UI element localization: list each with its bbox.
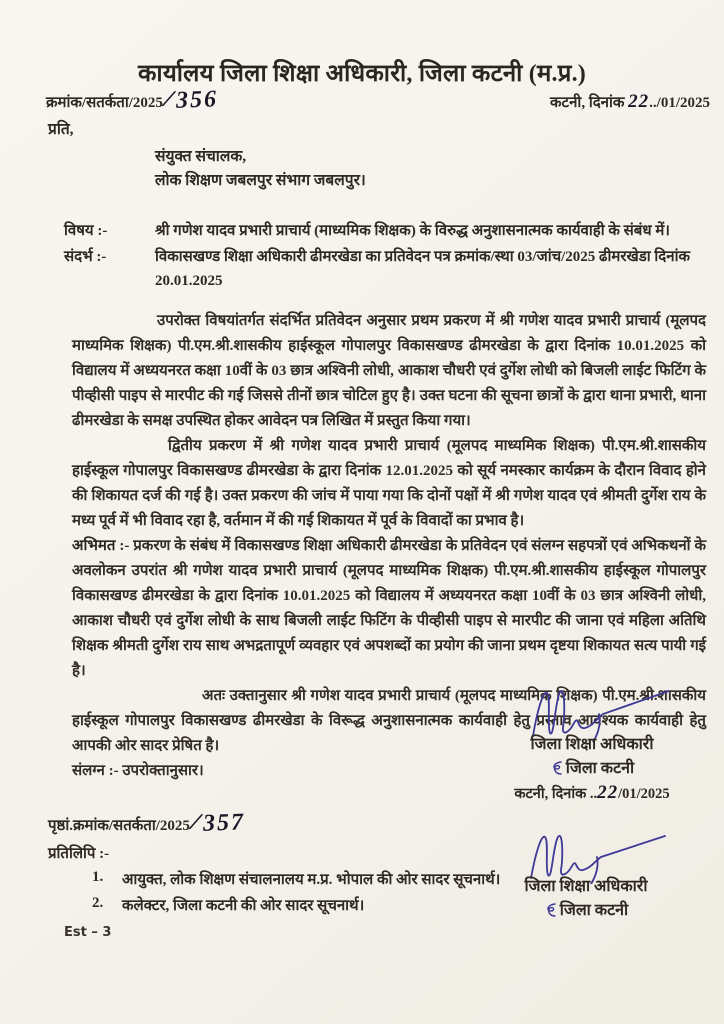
- signatory-district: जिला कटनी: [484, 756, 700, 778]
- signatory-designation: जिला शिक्षा अधिकारी: [524, 878, 648, 895]
- pen-flourish-icon: [550, 760, 564, 776]
- pen-flourish-icon: [544, 902, 558, 918]
- body-paragraph-conclusion: अतः उक्तानुसार श्री गणेश यादव प्रभारी प्राचार्य (मूलपद माध्यमिक शिक्षक) पी.एम.श्री.शासकीय हाईस्कूल गोपालपुर विकासखण्ड ढीमरखेडा के विरूद्ध अनुशासनात्मक कार्यवाही हेतु प्रस्ताव आवश्यक कार्यवाही हेतु आपकी ओर सादर प्रेषित है।: [72, 688, 706, 754]
- recipient-line: संयुक्त संचालक,: [155, 148, 247, 165]
- office-header-title: कार्यालय जिला शिक्षा अधिकारी, जिला कटनी (म.प्र.): [137, 61, 586, 87]
- letter-date-suffix: ../01/2025: [649, 95, 710, 111]
- reference-number-row: [46, 83, 710, 114]
- salutation-prati: प्रति,: [48, 121, 74, 138]
- body-paragraph-2: द्वितीय प्रकरण में श्री गणेश यादव प्रभारी प्राचार्य (मूलपद माध्यमिक शिक्षक) पी.एम.श्री.शासकीय हाईस्कूल गोपालपुर विकासखण्ड ढीमरखेडा के द्वारा दिनांक 12.01.2025 को सूर्य नमस्कार कार्यक्रम के दौरान विवाद होने की शिकायत दर्ज की गई है। उक्त प्रकरण की जांच में पाया गया कि दोनों पक्षों में श्री गणेश यादव एवं श्रीमती दुर्गेश राय के मध्य पूर्व में भी विवाद रहा है, वर्तमान में की गई शिकायत में पूर्व के विवादों का प्रभाव है।: [72, 438, 706, 529]
- copy-item-text: कलेक्टर, जिला कटनी की ओर सादर सूचनार्थ।: [122, 898, 365, 914]
- enclosure-line: संलग्न :- उपरोक्तानुसार।: [72, 763, 204, 779]
- recipient-address: [155, 145, 724, 193]
- letter-date-prefix: कटनी, दिनांक: [550, 95, 629, 111]
- copy-to-label: प्रतिलिपि :-: [48, 846, 110, 862]
- letter-number-label: क्रमांक/सतर्कता/2025: [46, 95, 163, 111]
- signature-block-2: [476, 830, 696, 920]
- opinion-label: अभिमत :-: [72, 538, 130, 554]
- handwritten-slash: /: [161, 83, 176, 114]
- reference-row: [64, 245, 710, 293]
- endorsement-number-label: पृष्ठां.क्रमांक/सतर्कता/2025: [48, 818, 190, 834]
- signatory-designation: जिला शिक्षा अधिकारी: [530, 736, 654, 753]
- handwritten-signature-date-day: 22: [597, 782, 619, 803]
- letter-number: [46, 83, 219, 114]
- signatory-district: जिला कटनी: [476, 898, 696, 920]
- copy-item-number: 2.: [92, 895, 104, 911]
- subject-row: [64, 219, 710, 243]
- reference-text: विकासखण्ड शिक्षा अधिकारी ढीमरखेडा का प्रतिवेदन पत्र क्रमांक/स्था 03/जांच/2025 ढीमरखेडा दिनांक 20.01.2025: [155, 249, 690, 289]
- handwritten-date-day: 22: [628, 91, 650, 112]
- copy-item-number: 1.: [92, 869, 104, 885]
- letter-date: [550, 91, 710, 113]
- copy-item-text: आयुक्त, लोक शिक्षण संचालनालय म.प्र. भोपाल की ओर सादर सूचनार्थ।: [122, 872, 501, 888]
- subject-label: विषय :-: [64, 223, 108, 239]
- signature-date-line: [484, 782, 700, 804]
- signature-date-suffix: /01/2025: [618, 786, 670, 802]
- handwritten-endorsement-number: 357: [202, 809, 246, 837]
- recipient-line: लोक शिक्षण जबलपुर संभाग जबलपुर।: [155, 172, 366, 189]
- handwritten-slash: /: [188, 806, 203, 837]
- reference-label: संदर्भ :-: [64, 249, 107, 265]
- subject-text: श्री गणेश यादव प्रभारी प्राचार्य (माध्यमिक शिक्षक) के विरुद्ध अनुशासनात्मक कार्यवाही के संबंध में।: [155, 223, 670, 239]
- signature-date-prefix: कटनी, दिनांक ..: [514, 786, 598, 802]
- body-paragraph-1: उपरोक्त विषयांतर्गत संदर्भित प्रतिवेदन अनुसार प्रथम प्रकरण में श्री गणेश यादव प्रभारी प्राचार्य (मूलपद माध्यमिक शिक्षक) पी.एम.श्री.शासकीय हाईस्कूल गोपालपुर विकासखण्ड ढीमरखेडा के द्वारा दिनांक 10.01.2025 को विद्यालय में अध्ययनरत कक्षा 10वीं के 03 छात्र अश्विनी लोधी, आकाश चौधरी एवं दुर्गेश लोधी को बिजली लाईट फिटिंग के पीव्हीसी पाइप से मारपीट की गई जिससे तीनों छात्र चोटिल हुए है। उक्त घटना की सूचना छात्रों के द्वारा थाना प्रभारी, थाना ढीमरखेडा के समक्ष उपस्थित होकर आवेदन पत्र लिखित में प्रस्तुत किया गया।: [72, 313, 706, 429]
- opinion-text: प्रकरण के संबंध में विकासखण्ड शिक्षा अधिकारी ढीमरखेडा के प्रतिवेदन एवं संलग्न सहपत्रों एवं अभिकथनों के अवलोकन उपरांत श्री गणेश यादव प्रभारी प्राचार्य (मूलपद माध्यमिक शिक्षक) पी.एम.श्री.शासकीय हाईस्कूल गोपालपुर विकासखण्ड ढीमरखेडा के द्वारा दिनांक 10.01.2025 को विद्यालय में अध्ययनरत कक्षा 10वीं के 03 छात्र अश्विनी लोधी, आकाश चौधरी एवं दुर्गेश लोधी के साथ बिजली लाईट फिटिंग के पीव्हीसी पाइप से मारपीट की जाना एवं महिला अतिथि शिक्षक श्रीमती दुर्गेश राय साथ अभद्रतापूर्ण व्यवहार एवं अपशब्दों का प्रयोग की जाना प्रथम दृष्टया शिकायत सत्य पायी गई है।: [72, 538, 706, 679]
- handwritten-letter-number: 356: [175, 86, 219, 114]
- establishment-footnote: Est – 3: [64, 925, 112, 940]
- body-paragraph-opinion: [72, 534, 706, 684]
- signature-block-1: [484, 684, 700, 804]
